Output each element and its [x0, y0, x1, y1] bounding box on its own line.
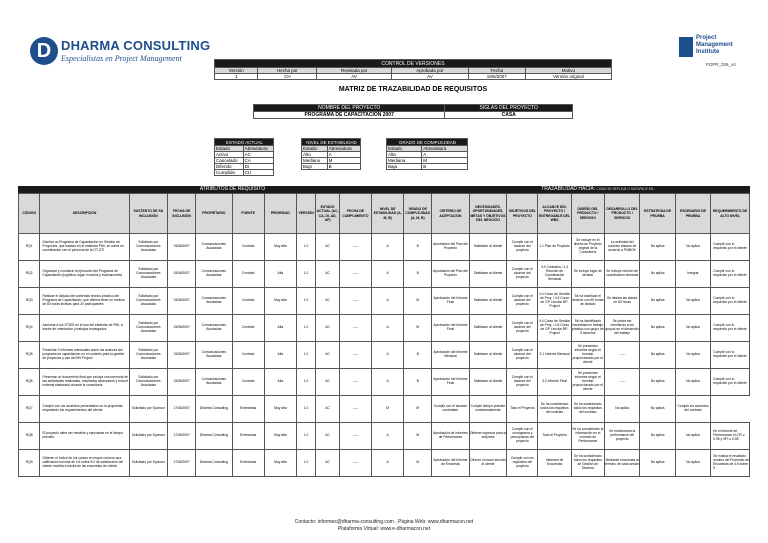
matrix-cell: AC	[316, 288, 340, 315]
matrix-cell: -----	[339, 423, 371, 450]
legend-col: Abreviatura	[422, 146, 468, 152]
matrix-cell: AC	[316, 261, 340, 288]
table-row	[19, 423, 750, 450]
matrix-cell: Asesorar a los OTIES en el uso del estándar de PMI, a través de orientación y trabajos encargados	[40, 315, 129, 342]
matrix-cell: Comunicaciones Asociadas	[196, 234, 232, 261]
matrix-cell: Cumplir con lo requerido por el cliente	[711, 234, 750, 261]
matrix-cell: -----	[339, 288, 371, 315]
legend-cell: Mediano	[302, 158, 328, 164]
legend-cell: CA	[243, 158, 273, 164]
matrix-cell: No aplica	[675, 288, 710, 315]
matrix-cell: Aprobación del Informe Final	[432, 315, 470, 342]
legend-cell: M	[327, 158, 360, 164]
matrix-column-header: PRIORIDAD	[264, 194, 296, 234]
matrix-cell: M	[404, 288, 432, 315]
matrix-cell: Alta	[264, 261, 296, 288]
version-header: Hecha por	[258, 68, 317, 74]
version-header: Fecha	[468, 68, 525, 74]
matrix-cell: No aplica	[675, 450, 710, 477]
complejidad-legend-title: GRADO DE COMPLEJIDAD	[387, 139, 468, 146]
matrix-cell: RQ3	[19, 288, 40, 315]
matrix-cell: Solicitado por Sponsor	[129, 450, 168, 477]
legend-col: Abreviatura	[327, 146, 360, 152]
matrix-cell: 15/06/2007	[168, 261, 196, 288]
table-row	[19, 342, 750, 369]
matrix-cell: Muy alta	[264, 396, 296, 423]
matrix-cell: AC	[316, 423, 340, 450]
matrix-cell: 15/06/2007	[168, 342, 196, 369]
pmi-line: Project	[696, 35, 717, 41]
matrix-cell: A	[372, 288, 404, 315]
matrix-cell: Cumplir con el alcance del proyecto	[507, 342, 538, 369]
matrix-cell: A	[372, 423, 404, 450]
matrix-column-header: DESARROLLO DEL PRODUCTO / SERVICIO	[604, 194, 639, 234]
matrix-cell: Comunicaciones Asociadas	[196, 288, 232, 315]
matrix-cell: M	[372, 396, 404, 423]
matrix-cell: Se presentan informes según el formato proporcionado por el cliente	[571, 342, 604, 369]
matrix-cell: Solicitado por Comunicaciones Asociadas	[129, 288, 168, 315]
matrix-cell: Alta	[264, 315, 296, 342]
legend-cell: Cancelado	[215, 158, 244, 164]
matrix-cell: No aplica	[675, 423, 710, 450]
matrix-cell: Cumplir con el alcance del proyecto	[507, 288, 538, 315]
legend-col: Estado	[387, 146, 422, 152]
legend-cell: Activo	[215, 152, 244, 158]
matrix-cell: No aplica	[675, 369, 710, 396]
matrix-cell: Dharma Consulting	[196, 450, 232, 477]
matrix-cell: Comunicaciones Asociadas	[196, 261, 232, 288]
project-acronym-header: SIGLAS DEL PROYECTO	[445, 105, 573, 112]
matrix-cell: 1.1 Plan de Proyecto	[538, 234, 571, 261]
matrix-cell: Se presentan informes según el formato proporcionado por el cliente	[571, 369, 604, 396]
table-row	[19, 396, 750, 423]
company-name: DHARMA CONSULTING	[61, 38, 211, 53]
matrix-cell: Integrar	[675, 261, 710, 288]
matrix-cell: Todo el Proyecto	[538, 423, 571, 450]
matrix-cell: 1.0	[296, 369, 315, 396]
matrix-cell: AC	[316, 369, 340, 396]
matrix-column-header: FECHA DE CUMPLIMIENTO	[339, 194, 371, 234]
matrix-cell: Se ha diseñado el servicio con 60 horas de dictado	[571, 288, 604, 315]
matrix-cell: RQ1	[19, 234, 40, 261]
version-header: Versión	[215, 68, 258, 74]
matrix-cell: Se incluye reunión de coordinación semanal	[604, 261, 639, 288]
matrix-cell: RQ8	[19, 423, 40, 450]
matrix-cell: Aprobación de informes de Performance	[432, 423, 470, 450]
attributes-band: ATRIBUTOS DE REQUISITO	[18, 186, 447, 193]
matrix-cell: Muy alta	[264, 234, 296, 261]
matrix-column-header: SUSTENTO DE SU INCLUSIÓN	[129, 194, 168, 234]
matrix-cell: Cumplir tiempo previsto contractualmente	[469, 396, 507, 423]
matrix-column-header: PROPIETARIO	[196, 194, 232, 234]
matrix-cell: M	[404, 450, 432, 477]
matrix-cell: Diseñar un Programa de Capacitación en Gestión de Proyectos, que basado en el estándar PMI, se cubrá en coordinación con el personal de la OT-STI	[40, 234, 129, 261]
matrix-cell: En el informe de Performance el CPI ≥ 0.95 y SPI ≥ 0.95	[711, 423, 750, 450]
matrix-cell: 17/06/2007	[168, 450, 196, 477]
matrix-column-header: DESCRIPCIÓN	[40, 194, 129, 234]
matrix-cell: Contrato	[232, 288, 264, 315]
matrix-cell: Se incluye lugar de dictado	[571, 261, 604, 288]
matrix-column-header: ESCENARIO DE PRUEBA	[675, 194, 710, 234]
matrix-cell: Solicitado por Comunicaciones Asociadas	[129, 315, 168, 342]
legend-col: Estado	[302, 146, 328, 152]
matrix-cell: Obtener ingresos para la empresa	[469, 423, 507, 450]
version-cell: Versión original	[525, 74, 611, 80]
matrix-column-header: ESTRATEGIA DE PRUEBA	[640, 194, 675, 234]
matrix-cell: Alta	[264, 369, 296, 396]
matrix-column-header: REQUERIMIENTO DE ALTO NIVEL	[711, 194, 750, 234]
matrix-cell: Cumplir con lo requerido por el cliente	[711, 315, 750, 342]
matrix-cell: Aprobación del Informe Final	[432, 288, 470, 315]
matrix-cell: Obtener el índice de los cursos en mayor número una calificación mínima de 4.5 sobre 5.0 de satisfacción del cliente medida a través de las encuestas de cliente	[40, 450, 129, 477]
matrix-cell: Cumplir con el alcance contratado	[432, 396, 470, 423]
matrix-cell: La actividad del contrato basado de acuerdo a PMBOK	[604, 234, 639, 261]
matrix-cell: Cumplir los acuerdos del contrato	[675, 396, 710, 423]
matrix-cell: B	[404, 342, 432, 369]
matrix-cell: No aplica	[675, 342, 710, 369]
matrix-cell: No aplica	[675, 315, 710, 342]
matrix-cell: Dharma Consulting	[196, 396, 232, 423]
matrix-cell: M	[404, 423, 432, 450]
matrix-cell: Dharma Consulting	[196, 423, 232, 450]
traceability-matrix	[18, 193, 750, 477]
matrix-cell: M	[404, 396, 432, 423]
version-header: Motivo	[525, 68, 611, 74]
matrix-cell: Contrato	[232, 234, 264, 261]
version-control-title: CONTROL DE VERSIONES	[215, 60, 612, 68]
matrix-cell: No aplica	[640, 396, 675, 423]
matrix-cell: El proyecto debe ser rentable y ejecutarse en el tiempo previsto	[40, 423, 129, 450]
matrix-cell: -----	[339, 342, 371, 369]
matrix-column-header: FUENTE	[232, 194, 264, 234]
legend-cell: Alto	[302, 152, 328, 158]
company-logo-icon: D	[30, 37, 58, 65]
project-name-header: NOMBRE DEL PROYECTO	[254, 105, 445, 112]
matrix-column-header: NECESIDADES, OPORTUNIDADES, METAS Y OBJETIVOS DEL NEGOCIO	[469, 194, 507, 234]
matrix-cell: 4.4 Curso de Gestión de Proy. / 4.5 Curso de GP Lección BP-Project	[538, 288, 571, 315]
matrix-cell: -----	[604, 369, 639, 396]
matrix-cell: Ofrecer un buen servicio al cliente	[469, 450, 507, 477]
matrix-cell: Se incluye en el diseño de Proyecto original de la Consultoría	[571, 234, 604, 261]
matrix-cell: Contrato	[232, 315, 264, 342]
matrix-cell: Presentar un documento final que incluya una memoria de las actividades realizadas, resultados alcanzados y toda el material elaborado durante la consultoría	[40, 369, 129, 396]
matrix-cell: Aprobación del Plan del Proyecto	[432, 261, 470, 288]
trace-band-note: COMO SE REFLEJA O SATISFACE EN...	[596, 187, 656, 191]
version-cell: AV	[392, 74, 469, 80]
matrix-column-header: ESTADO ACTUAL (AC, CA, DI, AD, AP)	[316, 194, 340, 234]
document-title: MATRIZ DE TRAZABILIDAD DE REQUISITOS	[338, 86, 488, 93]
matrix-cell: Se ha considerado la información en el contrato de Performance	[571, 423, 604, 450]
matrix-cell: 15/06/2007	[168, 369, 196, 396]
version-cell: 19/6/2007	[468, 74, 525, 80]
matrix-cell: B	[404, 261, 432, 288]
table-row	[19, 288, 750, 315]
matrix-cell: -----	[604, 342, 639, 369]
matrix-cell: No aplica	[640, 315, 675, 342]
matrix-cell: Alta	[264, 342, 296, 369]
matrix-cell: Aprobación del Informe Final	[432, 369, 470, 396]
table-row	[19, 369, 750, 396]
matrix-cell: -----	[339, 396, 371, 423]
matrix-cell: Solicitado por Sponsor	[129, 423, 168, 450]
project-name: PROGRAMA DE CAPACITACION 2007	[254, 112, 445, 119]
matrix-cell: Cumplir con lo requerido por el cliente	[711, 288, 750, 315]
matrix-column-header: DISEÑO DEL PRODUCTO / SERVICIO	[571, 194, 604, 234]
matrix-cell: Se evalúa el resultado mínimo del Promedio de Encuestas de 4.5 sobre 5	[711, 450, 750, 477]
matrix-cell: Aprobación del Informe Mensual	[432, 342, 470, 369]
matrix-cell: AC	[316, 342, 340, 369]
matrix-cell: 1.0	[296, 261, 315, 288]
matrix-cell: 1.0	[296, 234, 315, 261]
trace-band-title: TRAZABILIDAD HACIA:	[541, 186, 596, 192]
matrix-cell: No aplica	[604, 396, 639, 423]
matrix-cell: Cumplir con lo requerido por el cliente	[711, 369, 750, 396]
matrix-cell: No aplica	[640, 288, 675, 315]
estabilidad-legend-table	[301, 138, 361, 170]
matrix-cell: 15/06/2007	[168, 315, 196, 342]
matrix-column-header: FECHA DE INCLUSIÓN	[168, 194, 196, 234]
matrix-cell: Se ha considerado todos los requisitos de Gestión de Dharma	[571, 450, 604, 477]
matrix-cell: Cumplir con los acuerdos presentados en la propuesta, respetando los requerimientos del cliente	[40, 396, 129, 423]
matrix-cell: Se monitoreará la performance del proyecto	[604, 423, 639, 450]
matrix-cell: Comunicaciones Asociadas	[196, 342, 232, 369]
matrix-cell: Cumplir con lo requerido por el cliente	[711, 261, 750, 288]
table-row	[19, 261, 750, 288]
matrix-cell: Se dictará las clases en 80 horas	[604, 288, 639, 315]
legend-cell: Mediana	[387, 158, 422, 164]
project-acronym: CASA	[445, 112, 573, 119]
version-cell: AV	[317, 74, 392, 80]
matrix-cell: Contrato	[232, 369, 264, 396]
matrix-cell: Aprobación del Informe de Encuesta	[432, 450, 470, 477]
version-header: Revisada por	[317, 68, 392, 74]
legend-cell: B	[327, 164, 360, 170]
matrix-cell: 17/06/2007	[168, 396, 196, 423]
matrix-cell: A	[372, 315, 404, 342]
table-row	[19, 234, 750, 261]
legend-cell: A	[327, 152, 360, 158]
matrix-cell: RQ9	[19, 450, 40, 477]
matrix-cell: Solicitado por Comunicaciones Asociadas	[129, 369, 168, 396]
complejidad-legend-table	[386, 138, 468, 170]
matrix-cell: RQ5	[19, 342, 40, 369]
version-cell: CH	[258, 74, 317, 80]
matrix-cell: Informes de Encuestas	[538, 450, 571, 477]
matrix-cell: Comunicaciones Asociadas	[196, 369, 232, 396]
legend-cell: Diferido	[215, 164, 244, 170]
matrix-cell: Satisfacer al cliente	[469, 234, 507, 261]
matrix-column-header: NIVEL DE ESTABILIDAD (A, M, B)	[372, 194, 404, 234]
matrix-cell: Cumplir con el alcance del proyecto	[507, 369, 538, 396]
matrix-cell: B	[404, 369, 432, 396]
matrix-column-header: CRITERIO DE ACEPTACIÓN	[432, 194, 470, 234]
matrix-cell: Satisfacer al cliente	[469, 261, 507, 288]
matrix-cell: No aplica	[640, 450, 675, 477]
matrix-cell: B	[404, 234, 432, 261]
matrix-cell: No aplica	[640, 261, 675, 288]
matrix-cell: Entrevistas	[232, 450, 264, 477]
matrix-cell: 1.0	[296, 450, 315, 477]
pmi-line: Management	[696, 42, 733, 48]
matrix-cell: Satisfacer al cliente	[469, 315, 507, 342]
document-code: FGPR_026_v4	[706, 62, 736, 67]
matrix-cell: Solicitado por Comunicaciones Asociadas	[129, 234, 168, 261]
matrix-column-header: OBJETIVOS DEL PROYECTO	[507, 194, 538, 234]
matrix-cell: No aplica	[640, 423, 675, 450]
matrix-cell: -----	[339, 369, 371, 396]
legend-cell: CU	[243, 170, 273, 176]
version-control-table	[214, 59, 612, 80]
matrix-cell: 1.0	[296, 288, 315, 315]
matrix-column-header: GRADO DE COMPLEJIDAD (A, M, B)	[404, 194, 432, 234]
matrix-cell: 17/06/2007	[168, 423, 196, 450]
matrix-cell: Entrevistas	[232, 396, 264, 423]
matrix-cell: Satisfacer al cliente	[469, 342, 507, 369]
matrix-cell: -----	[339, 261, 371, 288]
footer-contact: Contacto: informes@dharma-consulting.com , Página Web: www.dharmacon.net	[294, 519, 474, 525]
matrix-cell: Se ha considerado todos los requisitos del contrato	[538, 396, 571, 423]
legend-cell: Baja	[387, 164, 422, 170]
company-logo	[30, 35, 211, 69]
matrix-cell: M	[404, 315, 432, 342]
matrix-cell: Realizar el dictado del contenido teórico-práctico del Programa de Capacitación, que deberá tener un mínimo de 80 horas lectivas para 20 participantes	[40, 288, 129, 315]
matrix-cell: 3.0 Contratos / 1.4 Reunión de Coordinación Semanal	[538, 261, 571, 288]
matrix-cell: RQ2	[19, 261, 40, 288]
matrix-cell: -----	[339, 450, 371, 477]
version-header: Aprobada por	[392, 68, 469, 74]
legend-cell: M	[422, 158, 468, 164]
matrix-cell: Contrato	[232, 261, 264, 288]
matrix-cell: 1.0	[296, 423, 315, 450]
matrix-cell: Cumplir con el alcance del proyecto	[507, 234, 538, 261]
matrix-cell: No aplica	[675, 234, 710, 261]
matrix-cell: Muy alta	[264, 450, 296, 477]
matrix-cell: 15/06/2007	[168, 234, 196, 261]
matrix-cell: 4.4 Curso de Gestión de Proy. / 4.5 Curso de GP Lección BP-Project	[538, 315, 571, 342]
legend-cell: DI	[243, 164, 273, 170]
matrix-cell: A	[372, 342, 404, 369]
legend-cell: Alta	[387, 152, 422, 158]
matrix-cell: Satisfacer al cliente	[469, 288, 507, 315]
matrix-cell: -----	[339, 315, 371, 342]
matrix-cell: A	[372, 261, 404, 288]
matrix-cell: Solicitado por Sponsor	[129, 396, 168, 423]
estado-legend-table	[214, 138, 274, 176]
matrix-column-header: VERSIÓN	[296, 194, 315, 234]
company-tagline: Especialistas en Project Management	[61, 54, 182, 63]
pmi-text	[696, 35, 733, 56]
matrix-cell: Solicitado por Comunicaciones Asociadas	[129, 261, 168, 288]
matrix-cell: Se ha considerado todos los requisitos del contrato	[571, 396, 604, 423]
matrix-cell: 3.2 Informe Final	[538, 369, 571, 396]
matrix-cell: No aplica	[640, 369, 675, 396]
pmi-line: Institute	[696, 49, 720, 55]
legend-cell: Bajo	[302, 164, 328, 170]
matrix-column-header: ALCANCE DEL PROYECTO / ENTREGABLE DEL WBS	[538, 194, 571, 234]
matrix-cell: AC	[316, 234, 340, 261]
matrix-cell: Se ha identificado necesidad en trabajo práctico con grupo de 5 alumnos	[571, 315, 604, 342]
matrix-column-header: CÓDIGO	[19, 194, 40, 234]
matrix-cell: Solicitado por Comunicaciones Asociadas	[129, 342, 168, 369]
footer-platform: Plataforma Virtual: www.e-dharmacon.net	[337, 526, 431, 532]
pmi-logo-icon	[679, 37, 693, 57]
estado-legend-title: ESTADO ACTUAL	[215, 139, 274, 146]
matrix-cell: AC	[316, 315, 340, 342]
table-row	[19, 450, 750, 477]
matrix-cell: Presentar 3 informes mensuales sobre los avances del programa de capacitación en el contexto para la gestión de proyectos y uso del MS Project	[40, 342, 129, 369]
matrix-cell: AC	[316, 450, 340, 477]
matrix-cell: Cumplir con el alcance del proyecto	[507, 315, 538, 342]
matrix-cell: -----	[339, 234, 371, 261]
matrix-cell: 15/06/2007	[168, 288, 196, 315]
matrix-cell: A	[372, 450, 404, 477]
matrix-cell: Aprobación del Plan del Proyecto	[432, 234, 470, 261]
legend-cell: Cumplido	[215, 170, 244, 176]
matrix-cell: Muy alta	[264, 423, 296, 450]
legend-cell: A	[422, 152, 468, 158]
matrix-cell: Se podrá ser orientando a los grupos en el desarrollo del trabajo	[604, 315, 639, 342]
matrix-cell: A	[372, 234, 404, 261]
matrix-cell: Organizar y coordinar la ejecución del Programa de Capacitación (logística, lugar, horarios y evaluaciones)	[40, 261, 129, 288]
matrix-cell: 1.0	[296, 315, 315, 342]
matrix-cell: Cumplir con los requisitos del proyecto	[507, 450, 538, 477]
matrix-cell: Cumplir con el alcance del proyecto	[507, 261, 538, 288]
matrix-cell: RQ7	[19, 396, 40, 423]
matrix-cell: 3.1 Informe Mensual	[538, 342, 571, 369]
matrix-cell: AC	[316, 396, 340, 423]
estabilidad-legend-title: NIVEL DE ESTABILIDAD	[302, 139, 361, 146]
legend-cell: AC	[243, 152, 273, 158]
table-row	[19, 315, 750, 342]
matrix-cell: RQ6	[19, 369, 40, 396]
matrix-cell: Entrevistas	[232, 423, 264, 450]
trace-band	[447, 186, 750, 193]
matrix-cell: Contrato	[232, 342, 264, 369]
matrix-cell: Satisfacer al cliente	[469, 369, 507, 396]
matrix-cell: Todo el Proyecto	[507, 396, 538, 423]
legend-col: Estado	[215, 146, 244, 152]
legend-col: Abreviatura	[243, 146, 273, 152]
matrix-cell: 1.0	[296, 396, 315, 423]
matrix-cell: Mediante encuestas al término de cada sesión	[604, 450, 639, 477]
matrix-cell: A	[372, 369, 404, 396]
matrix-cell: RQ4	[19, 315, 40, 342]
matrix-cell: Comunicaciones Asociadas	[196, 315, 232, 342]
matrix-cell: Cumplir con el cronograma y presupuesto del proyecto	[507, 423, 538, 450]
version-cell: 1	[215, 74, 258, 80]
matrix-cell: 1.0	[296, 342, 315, 369]
matrix-header-row	[19, 194, 750, 234]
legend-cell: B	[422, 164, 468, 170]
matrix-cell: Muy alta	[264, 288, 296, 315]
matrix-cell: No aplica	[640, 342, 675, 369]
project-table	[253, 104, 573, 119]
matrix-cell: Cumplir con lo requerido por el cliente	[711, 342, 750, 369]
matrix-cell: No aplica	[640, 234, 675, 261]
